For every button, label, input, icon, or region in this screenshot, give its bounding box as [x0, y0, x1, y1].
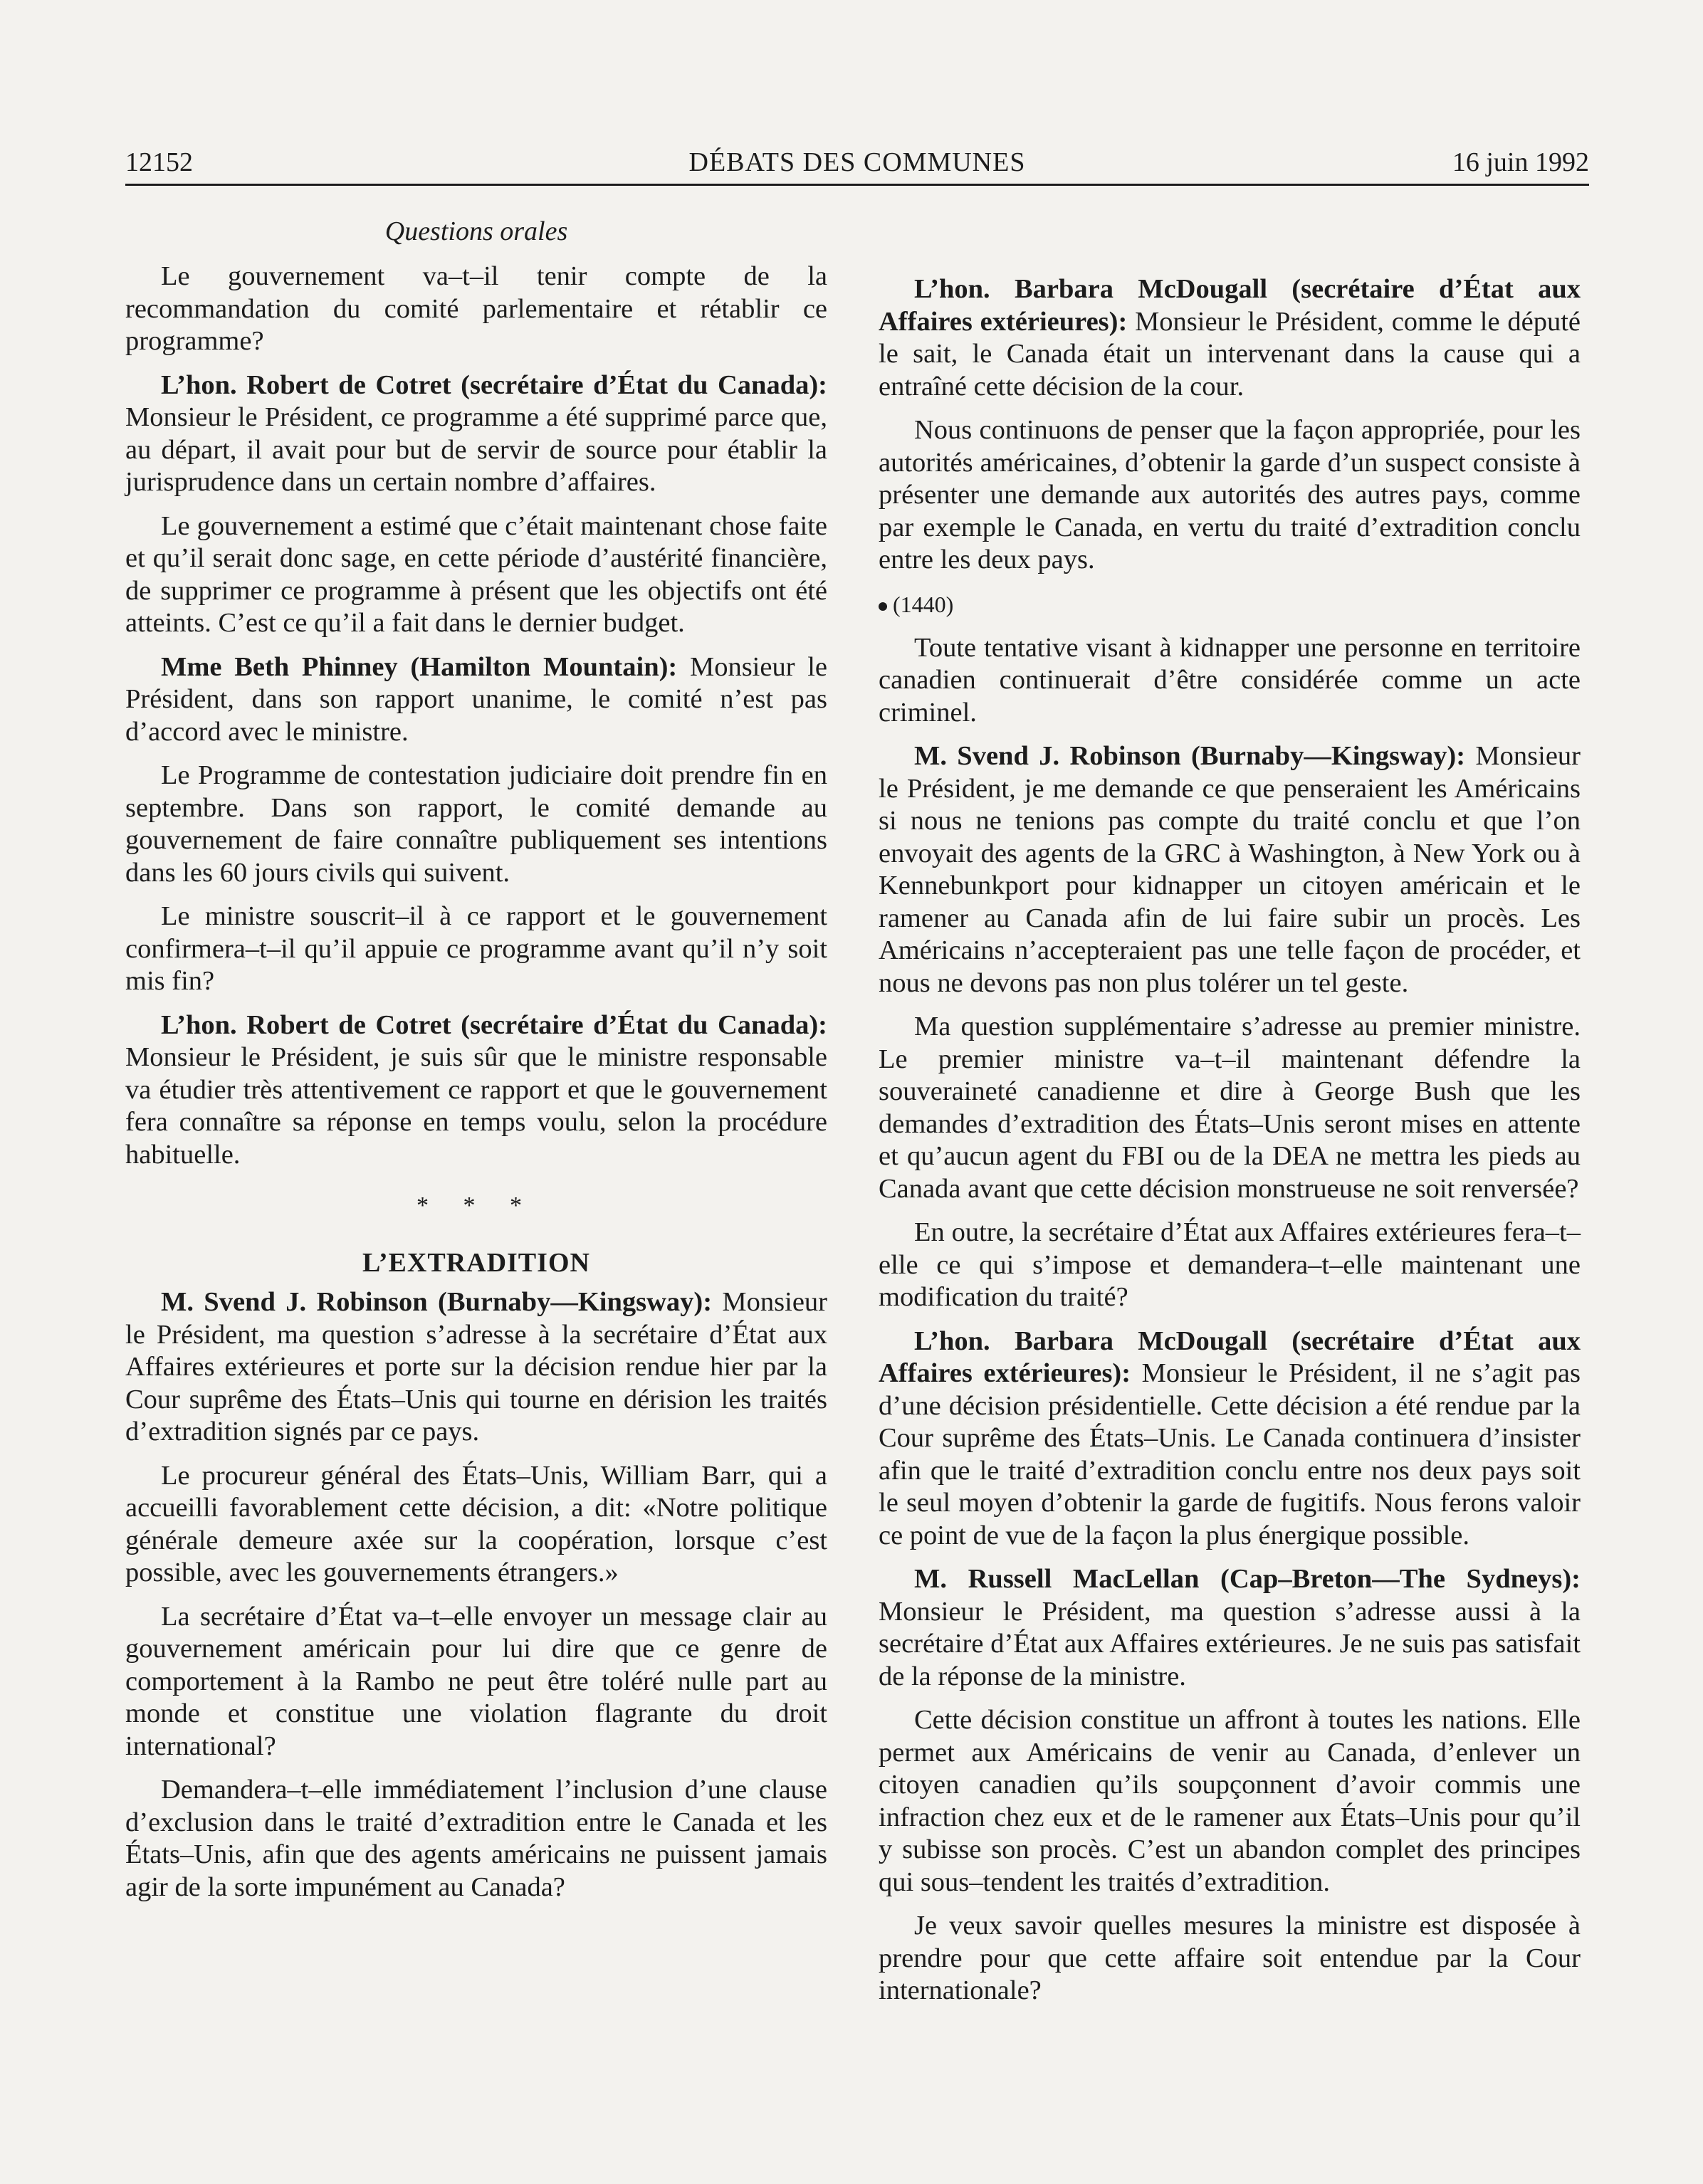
paragraph: Le Programme de contestation judiciaire doit prendre fin en septembre. Dans son rapport, le comité demande au gouvernement de faire connaître publiquement ses intentions dans les 60 jours civils qui suivent. — [125, 760, 827, 888]
speaker-name: M. Russell MacLellan (Cap–Breton—The Sydneys): — [914, 1564, 1581, 1594]
paragraph — [125, 369, 827, 499]
paragraph — [879, 740, 1581, 999]
speech-text: Monsieur le Président, dans son rapport unanime, le comité n’est pas d’accord avec le ministre. — [125, 651, 828, 747]
paragraph: Le procureur général des États–Unis, William Barr, qui a accueilli favorablement cette décision, a dit: «Notre politique générale demeure axée sur la coopération, lorsque c’est possible, avec les gouvernements étrangers.» — [125, 1460, 827, 1587]
paragraph: Nous continuons de penser que la façon appropriée, pour les autorités américaines, d’obtenir la garde d’un suspect consiste à présenter une demande aux autorités des autres pays, comme par exemple le Canada, en vertu du traité d’extradition conclu entre les deux pays. — [879, 415, 1581, 574]
speaker-name: L’hon. Barbara McDougall (secrétaire d’État aux Affaires extérieures): — [879, 1325, 1581, 1388]
paragraph: Le ministre souscrit–il à ce rapport et le gouvernement confirmera–t–il qu’il appuie ce programme avant qu’il n’y soit mis fin? — [125, 901, 827, 996]
header-rule — [125, 184, 1589, 186]
speaker-name: L’hon. Barbara McDougall (secrétaire d’État aux Affaires extérieures): — [879, 274, 1581, 337]
paragraph — [125, 1286, 827, 1449]
section-label: Questions orales — [384, 216, 568, 246]
speech-text: Monsieur le Président, comme le député le sait, le Canada était un intervenant dans la cause qui a entraîné cette décision de la cour. — [879, 306, 1581, 401]
speaker-name: Mme Beth Phinney (Hamilton Mountain): — [161, 651, 678, 682]
paragraph: Cette décision constitue un affront à toutes les nations. Elle permet aux Américains de venir au Canada, d’enlever un citoyen canadien qu’ils soupçonnent d’avoir commis une infraction chez eux et de le ramener aux États–Unis pour qu’il y subisse son procès. C’est un abandon complet des principes qui sous–tendent les traités d’extradition. — [879, 1705, 1581, 1897]
paragraph: Toute tentative visant à kidnapper une personne en territoire canadien continuerait d’être considérée comme un acte criminel. — [879, 632, 1581, 728]
running-head — [125, 147, 1589, 185]
section-heading: L’EXTRADITION — [362, 1248, 590, 1278]
left-column — [125, 215, 827, 1915]
journal-title: DÉBATS DES COMMUNES — [688, 147, 1026, 177]
paragraph: Ma question supplémentaire s’adresse au premier ministre. Le premier ministre va–t–il maintenant défendre la souveraineté canadienne et dire à George Bush que les demandes d’extradition des États–Unis seront mises en attente et qu’aucun agent du FBI ou de la DEA ne mettra les pieds au Canada avant que cette décision monstrueuse ne soit renversée? — [879, 1012, 1581, 1204]
bullet-icon — [879, 602, 887, 611]
speech-text: Monsieur le Président, je me demande ce que penseraient les Américains si nous ne tenions pas compte du traité conclu et que l’on envoyait des agents de la GRC à Washington, à New York ou à Kennebunkport pour kidnapper un citoyen américain et le ramener au Canada afin de lui faire subir un procès. Les Américains n’accepteraient pas une telle façon de procéder, et nous ne devons pas non plus tolérer un tel geste. — [879, 741, 1581, 998]
time-marker — [879, 588, 1581, 621]
paragraph — [125, 1009, 827, 1172]
speaker-name: M. Svend J. Robinson (Burnaby—Kingsway): — [161, 1287, 713, 1317]
speech-text: Monsieur le Président, je suis sûr que le ministre responsable va étudier très attentivement ce rapport et que le gouvernement fera connaître sa réponse en temps voulu, selon la procédure habituelle. — [125, 1042, 827, 1170]
paragraph — [879, 1563, 1581, 1693]
paragraph — [879, 1325, 1581, 1553]
speaker-name: L’hon. Robert de Cotret (secrétaire d’État du Canada): — [161, 1009, 827, 1040]
speaker-name: M. Svend J. Robinson (Burnaby—Kingsway): — [914, 741, 1466, 771]
issue-date: 16 juin 1992 — [1452, 147, 1589, 177]
paragraph: Je veux savoir quelles mesures la ministre est disposée à prendre pour que cette affaire soit entendue par la Cour internationale? — [879, 1911, 1581, 2005]
speech-text: Monsieur le Président, ma question s’adresse à la secrétaire d’État aux Affaires extérieures et porte sur la décision rendue hier par la Cour suprême des États–Unis qui tourne en dérision les traités d’extradition signés par ce pays. — [125, 1287, 827, 1447]
right-column — [879, 273, 1581, 2019]
paragraph: Le gouvernement va–t–il tenir compte de la recommandation du comité parlementaire et rétablir ce programme? — [125, 261, 827, 356]
paragraph — [879, 273, 1581, 403]
paragraph: La secrétaire d’État va–t–elle envoyer un message clair au gouvernement américain pour lui dire que ce genre de comportement à la Rambo ne peut être toléré nulle part au monde et constitue une violation flagrante du droit international? — [125, 1601, 827, 1761]
speech-text: Monsieur le Président, ce programme a été supprimé parce que, au départ, il avait pour but de servir de source pour établir la jurisprudence dans un certain nombre d’affaires. — [125, 402, 827, 497]
paragraph: Demandera–t–elle immédiatement l’inclusion d’une clause d’exclusion dans le traité d’extradition entre le Canada et les États–Unis, afin que des agents américains ne puissent jamais agir de la sorte impunément au Canada? — [125, 1775, 827, 1902]
section-separator: * * * — [416, 1192, 536, 1219]
time-marker-text: (1440) — [893, 591, 954, 617]
paragraph: Le gouvernement a estimé que c’était maintenant chose faite et qu’il serait donc sage, en cette période d’austérité financière, de supprimer ce programme à présent que les objectifs ont été atteints. C’est ce qu’il a fait dans le dernier budget. — [125, 510, 827, 638]
paragraph: En outre, la secrétaire d’État aux Affaires extérieures fera–t–elle ce qui s’impose et demandera–t–elle maintenant une modification du traité? — [879, 1217, 1581, 1312]
page-number: 12152 — [125, 147, 193, 177]
speech-text: Monsieur le Président, ma question s’adresse aussi à la secrétaire d’État aux Affaires extérieures. Je ne suis pas satisfait de la réponse de la ministre. — [879, 1596, 1581, 1691]
speaker-name: L’hon. Robert de Cotret (secrétaire d’État du Canada): — [161, 369, 827, 400]
speech-text: Monsieur le Président, il ne s’agit pas d’une décision présidentielle. Cette décision a été rendue par la Cour suprême des États–Unis. Le Canada continuera d’insister afin que le traité d’extradition conclu entre nos deux pays soit le seul moyen d’obtenir la garde de fugitifs. Nous ferons valoir ce point de vue de la façon la plus énergique possible. — [879, 1358, 1581, 1550]
paragraph — [125, 651, 827, 749]
